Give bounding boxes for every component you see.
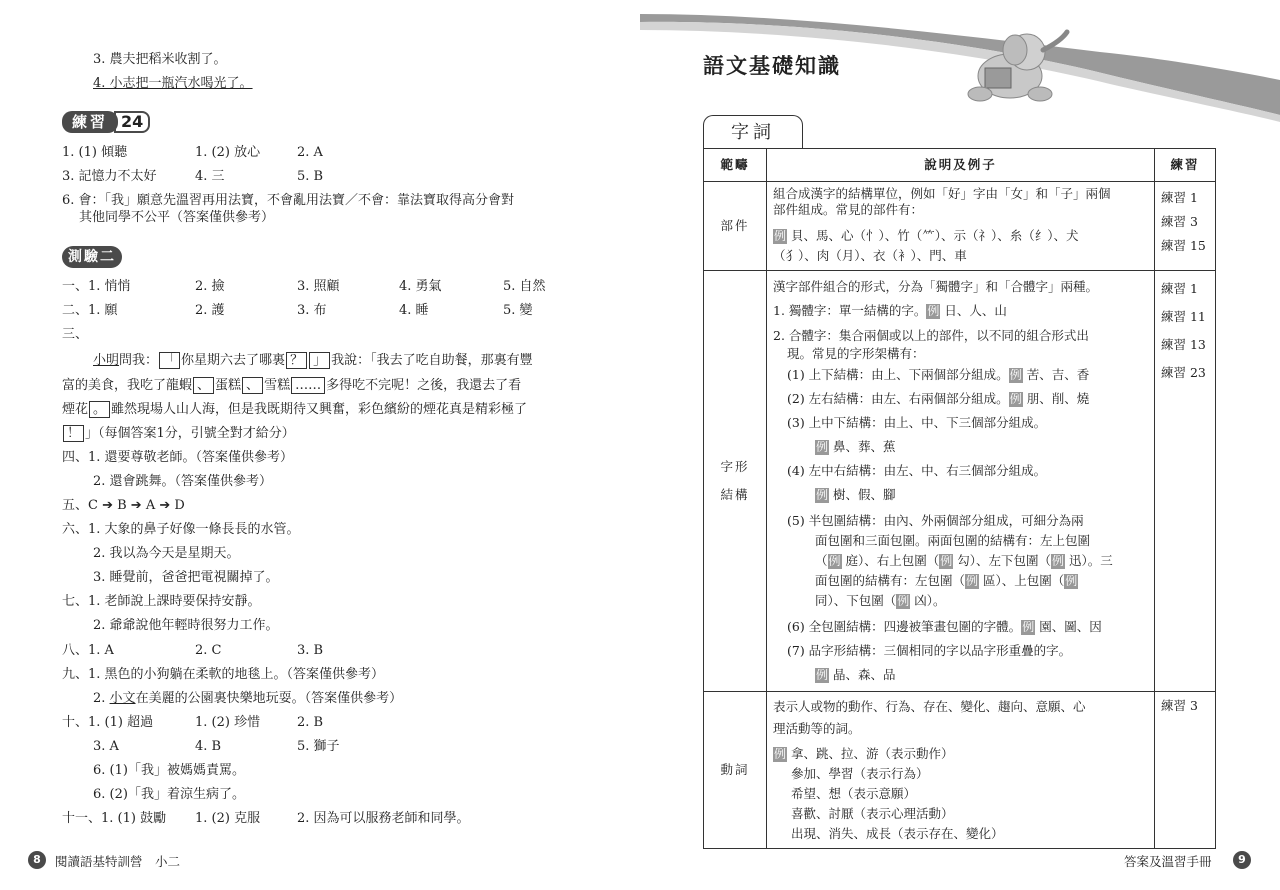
practice-ref: 練習 11 bbox=[1161, 309, 1206, 324]
t2-11-1-2: 1. (2) 克服 bbox=[195, 811, 261, 826]
desc-line: 漢字部件組合的形式，分為「獨體字」和「合體字」兩種。 bbox=[773, 279, 1099, 294]
struct-5: (5) 半包圍結構：由內、外兩個部分組成，可細分為兩 bbox=[787, 513, 1084, 528]
header-category: 範疇 bbox=[704, 149, 767, 182]
txt: 庭）、右上包圍（ bbox=[841, 553, 940, 568]
t2-6-2: 2. 我以為今天是星期天。 bbox=[93, 546, 240, 561]
txt: 朋、削、燒 bbox=[1026, 391, 1090, 406]
struct-6 bbox=[773, 615, 1148, 639]
t2-11-2: 2. 因為可以服務老師和同學。 bbox=[297, 811, 470, 826]
txt: (1) 上下結構：由上、下兩個部分組成。 bbox=[787, 367, 1009, 382]
desc-line: 部件組成。常見的部件有： bbox=[773, 202, 924, 217]
example-tag: 例 bbox=[828, 554, 841, 568]
desc-line bbox=[773, 299, 1148, 323]
struct-7-example bbox=[773, 663, 1148, 687]
t2-10-4: 4. B bbox=[195, 739, 222, 754]
txt: （ bbox=[815, 553, 828, 568]
right-page-number: 9 bbox=[1233, 851, 1251, 869]
struct-3-example bbox=[773, 435, 1148, 459]
prac-dongci bbox=[1155, 692, 1216, 849]
txt: (2) 左右結構：由左、右兩個部分組成。 bbox=[787, 391, 1009, 406]
t2-1-2: 2. 撿 bbox=[195, 279, 225, 294]
name-xiaowen: 小文 bbox=[109, 691, 136, 706]
answer-3: 3. 農夫把稻米收割了。 bbox=[93, 52, 227, 67]
desc-line: 組合成漢字的結構單位，例如「好」字由「女」和「子」兩個 bbox=[773, 186, 1111, 201]
name-xiaoming: 小明 bbox=[93, 353, 120, 368]
txt: 2. bbox=[93, 691, 110, 706]
desc-dongci bbox=[767, 692, 1155, 849]
example-tag: 例 bbox=[1052, 554, 1065, 568]
elephant-icon bbox=[955, 26, 1070, 106]
txt: 問我： bbox=[119, 353, 159, 368]
struct-5-line: 面包圍和三面包圍。兩面包圍的結構有：左上包圍 bbox=[815, 533, 1091, 548]
example-text: 貝、馬、心（忄）、竹（⺮）、示（礻）、糸（纟）、犬 bbox=[791, 228, 1079, 243]
example-text: 出現、消失、成長（表示存在、變化） bbox=[791, 826, 1004, 841]
struct-5-line bbox=[773, 551, 1148, 571]
answer-box: 、 bbox=[193, 377, 214, 394]
desc-line: 2. 合體字：集合兩個或以上的部件，以不同的組合形式出 bbox=[773, 328, 1089, 343]
txt: 面包圍的結構有：左包圍（ bbox=[815, 573, 966, 588]
t2-3-para-line1 bbox=[93, 352, 533, 369]
t2-2-4: 4. 睡 bbox=[399, 303, 429, 318]
t2-11-1-1: 十一、1. (1) 鼓勵 bbox=[62, 811, 167, 826]
example-tag: 例 bbox=[1065, 574, 1078, 588]
example-tag: 例 bbox=[1022, 620, 1035, 634]
txt: 我說：「我去了吃自助餐，那裏有豐 bbox=[331, 353, 533, 368]
answer-box: 「 bbox=[159, 352, 180, 369]
t2-10-1-2: 1. (2) 珍惜 bbox=[195, 715, 261, 730]
example-tag: 例 bbox=[1009, 368, 1022, 382]
txt: 在美麗的公園裏快樂地玩耍。（答案僅供參考） bbox=[135, 691, 403, 706]
txt: 同）、下包圍（ bbox=[815, 593, 897, 608]
p24-5: 5. B bbox=[297, 169, 324, 184]
txt: 蛋糕 bbox=[215, 378, 242, 393]
t2-1-4: 4. 勇氣 bbox=[399, 279, 442, 294]
table-row bbox=[704, 182, 1216, 271]
t2-10-6-1: 6. (1)「我」被媽媽責罵。 bbox=[93, 763, 245, 778]
example-tag: 例 bbox=[774, 229, 787, 243]
practice-24-heading bbox=[62, 111, 150, 133]
struct-5-line bbox=[773, 591, 1148, 611]
desc-bujian bbox=[767, 182, 1155, 271]
t2-2-5: 5. 變 bbox=[503, 303, 533, 318]
desc-line: 表示人或物的動作、行為、存在、變化、趨向、意願、心 bbox=[773, 699, 1086, 714]
cat-zixing bbox=[704, 271, 767, 692]
section-tab: 字詞 bbox=[703, 115, 803, 149]
t2-10-5: 5. 獅子 bbox=[297, 739, 340, 754]
t2-1-1: 一、1. 悄悄 bbox=[62, 279, 131, 294]
vocab-table bbox=[703, 148, 1216, 849]
t2-6-3: 3. 睡覺前，爸爸把電視關掉了。 bbox=[93, 570, 279, 585]
practice-ref: 練習 1 bbox=[1161, 190, 1198, 205]
txt: 煙花 bbox=[62, 402, 89, 417]
txt: (6) 全包圍結構：四邊被筆畫包圍的字體。 bbox=[787, 619, 1022, 634]
t2-8-2: 2. C bbox=[195, 643, 222, 658]
t2-9-2 bbox=[93, 691, 402, 707]
practice-ref: 練習 15 bbox=[1161, 238, 1206, 253]
example-text: （犭）、肉（月）、衣（衤）、門、車 bbox=[773, 248, 967, 263]
example-text: 喜歡、討厭（表示心理活動） bbox=[791, 806, 954, 821]
txt: 凶）。 bbox=[910, 593, 946, 608]
page-title: 語文基礎知識 bbox=[703, 54, 841, 78]
example-tag: 例 bbox=[816, 440, 829, 454]
example-line bbox=[773, 744, 1148, 764]
table-header-row bbox=[704, 149, 1216, 182]
p24-1-2: 1. (2) 放心 bbox=[195, 145, 261, 160]
p24-2: 2. A bbox=[297, 145, 323, 160]
example-text: 拿、跳、拉、游（表示動作） bbox=[791, 746, 954, 761]
txt: 鼻、葬、蕉 bbox=[833, 439, 896, 454]
answer-box: 」 bbox=[309, 352, 330, 369]
answer-box: …… bbox=[291, 377, 325, 394]
struct-2 bbox=[773, 387, 1148, 411]
practice-ref: 練習 23 bbox=[1161, 365, 1206, 380]
t2-3-para-line4 bbox=[62, 425, 295, 442]
txt: 樹、假、腳 bbox=[833, 487, 896, 502]
t2-2-3: 3. 布 bbox=[297, 303, 327, 318]
struct-3: (3) 上中下結構：由上、中、下三個部分組成。 bbox=[787, 415, 1047, 430]
txt: 區）、上包圍（ bbox=[979, 573, 1065, 588]
example-tag: 例 bbox=[927, 304, 940, 318]
p24-6-line1: 6. 會：「我」願意先溫習再用法寶，不會亂用法寶／不會：靠法寶取得高分會對 bbox=[62, 193, 515, 208]
answer-box: 、 bbox=[242, 377, 263, 394]
left-footer-title: 閱讀語基特訓營 小二 bbox=[55, 854, 181, 869]
table-row bbox=[704, 271, 1216, 692]
example-tag: 例 bbox=[1009, 392, 1022, 406]
txt: 苦、吉、香 bbox=[1026, 367, 1090, 382]
cat-bujian: 部件 bbox=[704, 182, 767, 271]
t2-4-1: 四、1. 還要尊敬老師。（答案僅供參考） bbox=[62, 450, 294, 465]
t2-1-5: 5. 自然 bbox=[503, 279, 546, 294]
t2-5: 五、C ➔ B ➔ A ➔ D bbox=[62, 498, 185, 513]
struct-7: (7) 品字形結構：三個相同的字以品字形重疊的字。 bbox=[787, 643, 1072, 658]
desc-zixing bbox=[767, 271, 1155, 692]
t2-1-3: 3. 照顧 bbox=[297, 279, 340, 294]
example-tag: 例 bbox=[897, 594, 910, 608]
struct-4-example bbox=[773, 483, 1148, 507]
struct-5-line bbox=[773, 571, 1148, 591]
t2-3-para-line2 bbox=[62, 377, 521, 394]
practice-badge: 練習 bbox=[62, 111, 118, 133]
t2-7-2: 2. 爺爺說他年輕時很努力工作。 bbox=[93, 618, 279, 633]
example-line bbox=[773, 226, 1148, 246]
example-tag: 例 bbox=[816, 488, 829, 502]
t2-7-1: 七、1. 老師說上課時要保持安靜。 bbox=[62, 594, 261, 609]
p24-3: 3. 記憶力不太好 bbox=[62, 169, 157, 184]
header-practice: 練習 bbox=[1155, 149, 1216, 182]
t2-4-2: 2. 還會跳舞。（答案僅供參考） bbox=[93, 474, 273, 489]
t2-3-label: 三、 bbox=[62, 327, 89, 342]
struct-1 bbox=[773, 363, 1148, 387]
p24-4: 4. 三 bbox=[195, 169, 225, 184]
struct-4: (4) 左中右結構：由左、中、右三個部分組成。 bbox=[787, 463, 1047, 478]
example-tag: 例 bbox=[940, 554, 953, 568]
txt: 日、人、山 bbox=[944, 303, 1007, 318]
t2-2-2: 2. 護 bbox=[195, 303, 225, 318]
example-text: 希望、想（表示意願） bbox=[791, 786, 917, 801]
txt: 雖然現場人山人海，但是我既期待又興奮，彩色繽紛的煙花真是精彩極了 bbox=[111, 402, 528, 417]
txt: 1. 獨體字：單一結構的字。 bbox=[773, 303, 927, 318]
cat-line: 字形 bbox=[720, 459, 750, 474]
t2-10-3: 3. A bbox=[93, 739, 119, 754]
answer-box: 。 bbox=[89, 401, 110, 418]
cat-dongci: 動詞 bbox=[704, 692, 767, 849]
txt: 雪糕 bbox=[264, 378, 291, 393]
left-page-number: 8 bbox=[28, 851, 46, 869]
example-tag: 例 bbox=[966, 574, 979, 588]
txt: 勾）、左下包圍（ bbox=[953, 553, 1052, 568]
t2-8-3: 3. B bbox=[297, 643, 324, 658]
t2-10-2: 2. B bbox=[297, 715, 324, 730]
txt: 」（每個答案1分，引號全對才給分） bbox=[85, 426, 295, 441]
t2-2-1: 二、1. 願 bbox=[62, 303, 118, 318]
txt: 園、圖、因 bbox=[1039, 619, 1102, 634]
desc-line: 理活動等的詞。 bbox=[773, 721, 861, 736]
t2-9-1: 九、1. 黑色的小狗躺在柔軟的地毯上。（答案僅供參考） bbox=[62, 667, 385, 682]
header-description: 說明及例子 bbox=[767, 149, 1155, 182]
example-text: 參加、學習（表示行為） bbox=[791, 766, 929, 781]
practice-ref: 練習 3 bbox=[1161, 214, 1198, 229]
t2-6-1: 六、1. 大象的鼻子好像一條長長的水管。 bbox=[62, 522, 300, 537]
t2-10-1-1: 十、1. (1) 超過 bbox=[62, 715, 154, 730]
practice-number: 24 bbox=[114, 111, 150, 133]
test-2-badge: 測驗二 bbox=[62, 246, 122, 268]
example-tag: 例 bbox=[816, 668, 829, 682]
t2-8-1: 八、1. A bbox=[62, 643, 114, 658]
txt: 富的美食，我吃了龍蝦 bbox=[62, 378, 193, 393]
practice-ref: 練習 3 bbox=[1161, 698, 1198, 713]
t2-10-6-2: 6. (2)「我」着涼生病了。 bbox=[93, 787, 245, 802]
practice-ref: 練習 13 bbox=[1161, 337, 1206, 352]
txt: 晶、森、品 bbox=[833, 667, 896, 682]
answer-box: ！ bbox=[63, 425, 84, 442]
right-footer-title: 答案及溫習手冊 bbox=[1124, 854, 1212, 869]
txt: 你星期六去了哪裏 bbox=[181, 353, 286, 368]
p24-6-line2: 其他同學不公平（答案僅供參考） bbox=[79, 210, 275, 225]
p24-1-1: 1. (1) 傾聽 bbox=[62, 145, 128, 160]
practice-ref: 練習 1 bbox=[1161, 281, 1198, 296]
prac-zixing bbox=[1155, 271, 1216, 692]
answer-4-text: 4. 小志把一瓶汽水喝光了。 bbox=[93, 76, 253, 91]
answer-4 bbox=[93, 76, 253, 92]
table-row bbox=[704, 692, 1216, 849]
prac-bujian bbox=[1155, 182, 1216, 271]
txt: 迅）。三 bbox=[1065, 553, 1113, 568]
cat-line: 結構 bbox=[720, 487, 750, 502]
t2-3-para-line3 bbox=[62, 401, 527, 418]
desc-line: 現。常見的字形架構有： bbox=[787, 346, 925, 361]
txt: 多得吃不完呢！之後，我還去了看 bbox=[326, 378, 522, 393]
answer-box: ？ bbox=[286, 352, 307, 369]
example-tag: 例 bbox=[774, 747, 787, 761]
